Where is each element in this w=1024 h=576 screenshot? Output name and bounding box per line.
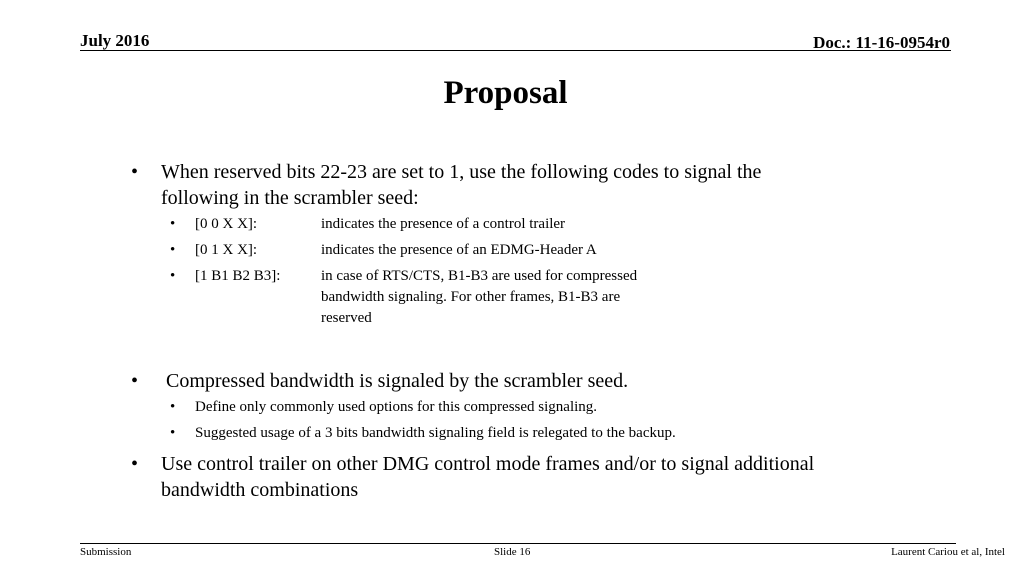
code-value: [0 0 X X]: xyxy=(195,216,258,232)
code-value: [1 B1 B2 B3]: xyxy=(195,268,281,284)
slide-title: Proposal xyxy=(443,75,568,111)
bullet-marker: • xyxy=(131,453,139,475)
code-description: indicates the presence of a control trailer xyxy=(321,216,566,232)
code-description: reserved xyxy=(321,310,372,326)
footer-author: Laurent Cariou et al, Intel xyxy=(891,546,1005,558)
bullet-text: When reserved bits 22-23 are set to 1, use the following codes to signal the xyxy=(161,161,762,183)
bullet-text: bandwidth combinations xyxy=(161,479,359,501)
header-divider xyxy=(80,50,951,51)
header-doc-id: Doc.: 11-16-0954r0 xyxy=(813,33,950,52)
bullet-marker: • xyxy=(170,242,176,258)
bullet-marker: • xyxy=(131,370,139,392)
bullet-marker: • xyxy=(170,425,176,441)
bullet-marker: • xyxy=(170,268,176,284)
code-description: in case of RTS/CTS, B1-B3 are used for compressed xyxy=(321,268,638,284)
sub-bullet-text: Define only commonly used options for this compressed signaling. xyxy=(195,399,598,415)
bullet-marker: • xyxy=(170,216,176,232)
bullet-text: following in the scrambler seed: xyxy=(161,187,419,209)
footer-slide-number: Slide 16 xyxy=(494,546,531,558)
code-value: [0 1 X X]: xyxy=(195,242,258,258)
sub-bullet-text: Suggested usage of a 3 bits bandwidth signaling field is relegated to the backup. xyxy=(195,425,676,441)
footer-divider xyxy=(80,543,956,544)
bullet-text: Use control trailer on other DMG control mode frames and/or to signal additional xyxy=(161,453,815,475)
footer-submission: Submission xyxy=(80,546,132,558)
bullet-marker: • xyxy=(170,399,176,415)
header-date: July 2016 xyxy=(80,31,150,50)
bullet-text: Compressed bandwidth is signaled by the scrambler seed. xyxy=(166,370,629,392)
bullet-marker: • xyxy=(131,161,139,183)
code-description: bandwidth signaling. For other frames, B1-B3 are xyxy=(321,289,621,305)
code-description: indicates the presence of an EDMG-Header A xyxy=(321,242,597,258)
